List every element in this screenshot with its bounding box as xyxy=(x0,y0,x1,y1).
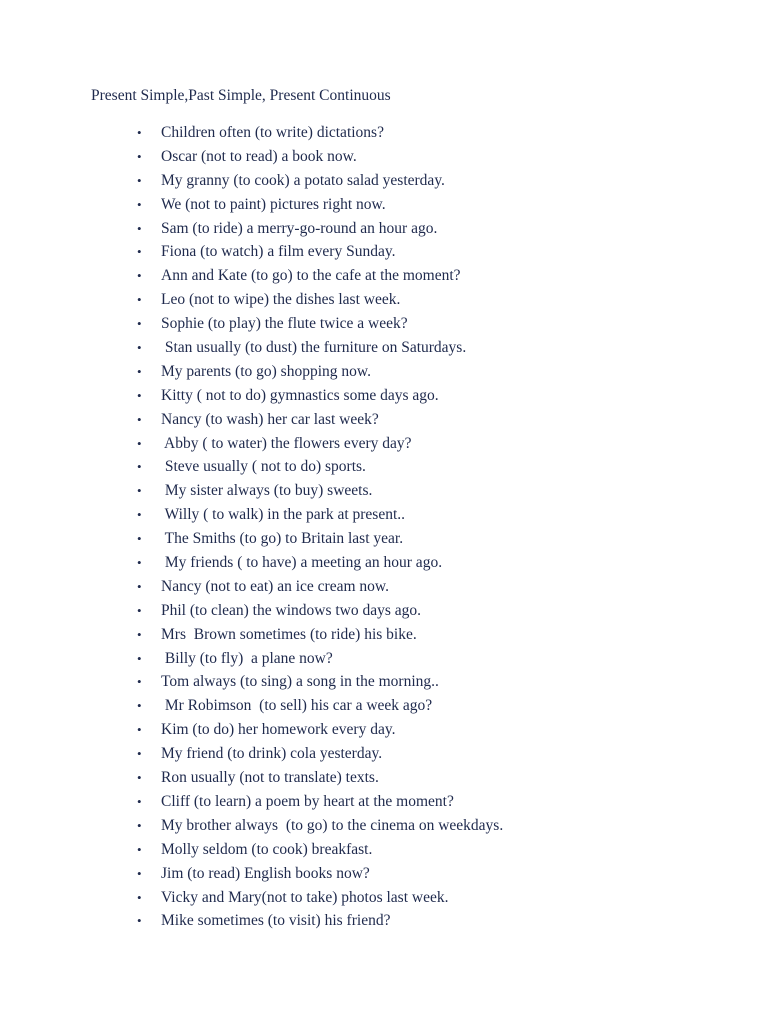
list-item-text: Ron usually (not to translate) texts. xyxy=(161,769,379,787)
list-item-text: My granny (to cook) a potato salad yesterday. xyxy=(161,171,445,189)
bullet-icon: • xyxy=(137,722,142,738)
list-item-text: Leo (not to wipe) the dishes last week. xyxy=(161,291,401,309)
bullet-icon: • xyxy=(137,411,142,427)
bullet-icon: • xyxy=(137,244,142,260)
list-item-text: Sam (to ride) a merry-go-round an hour ago. xyxy=(161,219,438,237)
bullet-icon: • xyxy=(137,602,142,618)
bullet-icon: • xyxy=(137,125,142,140)
list-item-text: Jim (to read) English books now? xyxy=(161,864,370,882)
list-item-text: My sister always (to buy) sweets. xyxy=(161,482,373,500)
list-item-text: Ann and Kate (to go) to the cafe at the moment? xyxy=(161,267,461,285)
list-item-text: Children often (to write) dictations? xyxy=(161,124,384,141)
bullet-icon: • xyxy=(137,220,142,236)
list-item-text: Oscar (not to read) a book now. xyxy=(161,147,357,165)
list-item-text: Mr Robimson (to sell) his car a week ago? xyxy=(161,697,433,715)
bullet-icon: • xyxy=(137,841,142,857)
list-item-text: My parents (to go) shopping now. xyxy=(161,362,371,380)
bullet-icon: • xyxy=(137,483,142,499)
list-item-text: Willy ( to walk) in the park at present.. xyxy=(161,506,406,524)
list-item-text: The Smiths (to go) to Britain last year. xyxy=(161,530,404,548)
bullet-icon: • xyxy=(137,459,142,475)
bullet-icon: • xyxy=(137,913,142,929)
list-item-text: Billy (to fly) a plane now? xyxy=(161,649,333,667)
bullet-icon: • xyxy=(137,435,142,451)
list-item-text: My friend (to drink) cola yesterday. xyxy=(161,745,383,763)
bullet-icon: • xyxy=(137,746,142,762)
bullet-icon: • xyxy=(137,770,142,786)
bullet-icon: • xyxy=(137,316,142,332)
bullet-icon: • xyxy=(137,507,142,523)
bullet-icon: • xyxy=(137,363,142,379)
bullet-icon: • xyxy=(137,889,142,905)
bullet-icon: • xyxy=(137,148,142,164)
bullet-icon: • xyxy=(137,196,142,212)
document-title: Present Simple,Past Simple, Present Continuous xyxy=(91,87,391,104)
bullet-icon: • xyxy=(137,531,142,547)
list-item-text: Sophie (to play) the flute twice a week? xyxy=(161,315,408,333)
list-item-text: Nancy (not to eat) an ice cream now. xyxy=(161,577,389,595)
bullet-icon: • xyxy=(137,268,142,284)
bullet-icon: • xyxy=(137,578,142,594)
list-item-text: Molly seldom (to cook) breakfast. xyxy=(161,840,373,858)
bullet-icon: • xyxy=(137,698,142,714)
list-item-text: Abby ( to water) the flowers every day? xyxy=(161,434,412,452)
bullet-icon: • xyxy=(137,865,142,881)
list-item-text: Vicky and Mary(not to take) photos last week. xyxy=(161,888,449,906)
bullet-icon: • xyxy=(137,626,142,642)
list-item-text: Cliff (to learn) a poem by heart at the moment? xyxy=(161,792,454,810)
bullet-icon: • xyxy=(137,817,142,833)
list-item-text: Kim (to do) her homework every day. xyxy=(161,721,396,739)
list-item-text: Mike sometimes (to visit) his friend? xyxy=(161,912,391,930)
bullet-icon: • xyxy=(137,793,142,809)
list-item-text: Phil (to clean) the windows two days ago. xyxy=(161,601,422,619)
list-item-text: We (not to paint) pictures right now. xyxy=(161,195,386,213)
bullet-icon: • xyxy=(137,674,142,690)
list-item-text: Stan usually (to dust) the furniture on Saturdays. xyxy=(161,339,467,357)
list-item-text: Nancy (to wash) her car last week? xyxy=(161,410,379,428)
bullet-icon: • xyxy=(137,172,142,188)
bullet-icon: • xyxy=(137,650,142,666)
list-item-text: My brother always (to go) to the cinema on weekdays. xyxy=(161,816,504,834)
list-item-text: Fiona (to watch) a film every Sunday. xyxy=(161,243,396,261)
bullet-icon: • xyxy=(137,387,142,403)
list-item-text: Tom always (to sing) a song in the morning.. xyxy=(161,673,439,691)
list-item-text: Kitty ( not to do) gymnastics some days ago. xyxy=(161,386,439,404)
list-item-text: Steve usually ( not to do) sports. xyxy=(161,458,366,476)
list-item-text: Mrs Brown sometimes (to ride) his bike. xyxy=(161,625,417,643)
bullet-icon: • xyxy=(137,340,142,356)
list-item-text: My friends ( to have) a meeting an hour ago. xyxy=(161,554,443,572)
bullet-icon: • xyxy=(137,555,142,571)
bullet-icon: • xyxy=(137,292,142,308)
